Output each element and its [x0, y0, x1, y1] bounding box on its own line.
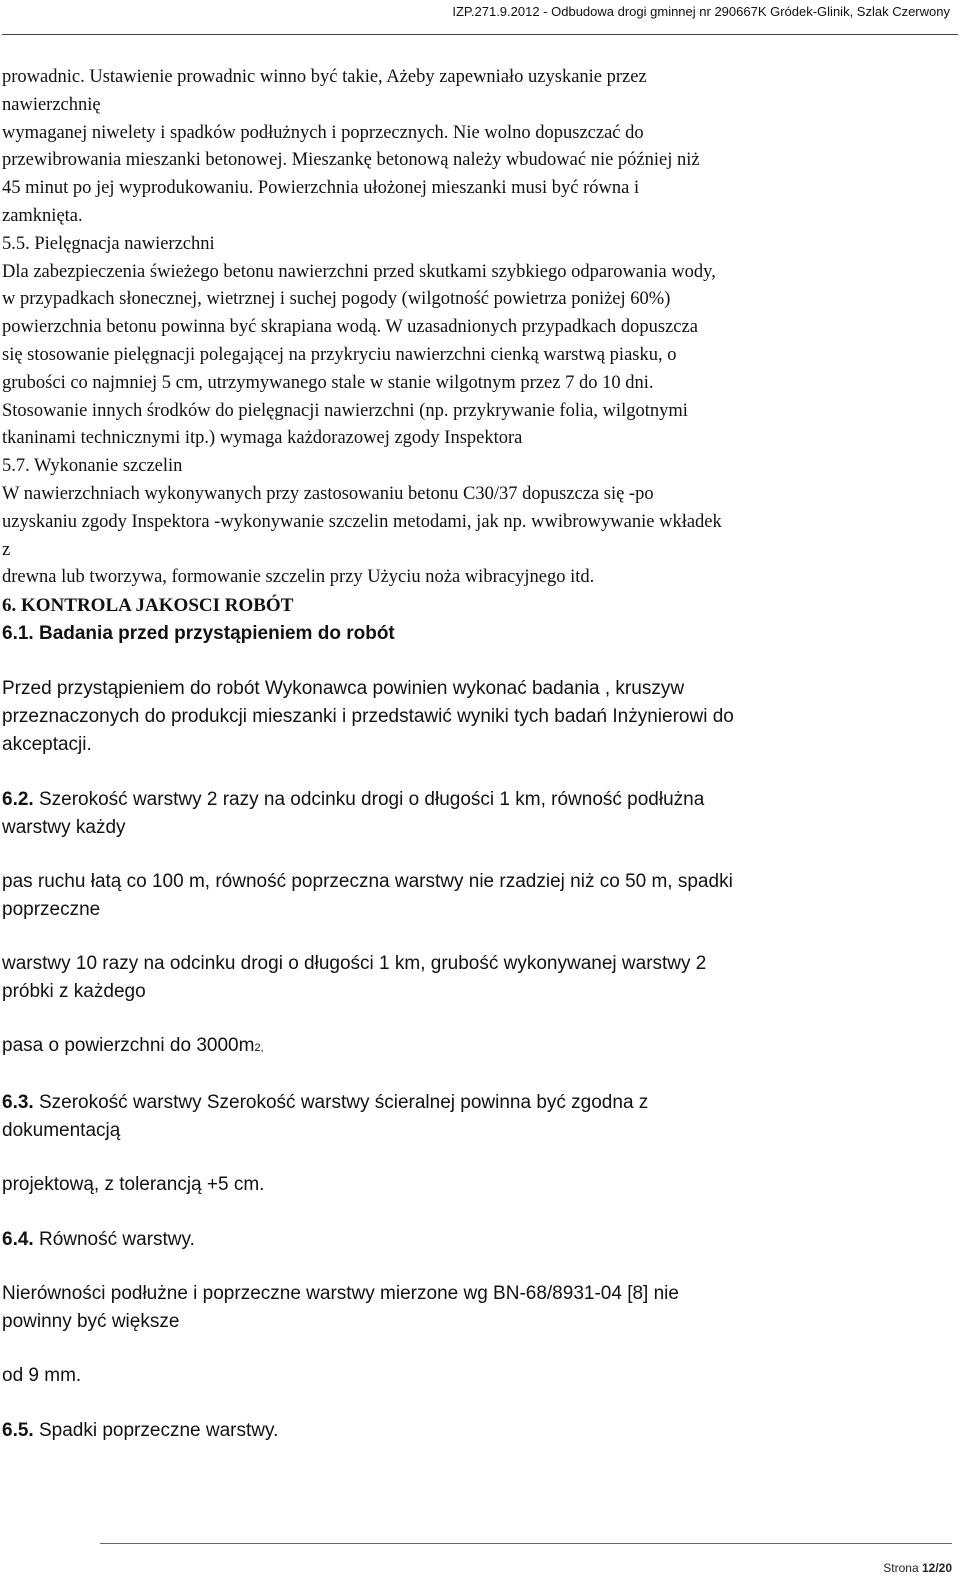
section-6-5 — [2, 1417, 947, 1445]
section-heading: 5.7. Wykonanie szczelin — [2, 456, 183, 477]
section-number: 6.4. — [2, 1229, 34, 1251]
text-line: Dla zabezpieczenia świeżego betonu nawierzchni przed skutkami szybkiego odparowania wody, — [2, 261, 716, 282]
text-line: grubości co najmniej 5 cm, utrzymywanego stale w stanie wilgotnym przez 7 do 10 dni. — [2, 372, 654, 393]
section-5-5 — [2, 231, 947, 453]
text-line: wymaganej niwelety i spadków podłużnych i poprzecznych. Nie wolno dopuszczać do — [2, 122, 644, 143]
text-line: pas ruchu łatą co 100 m, równość poprzeczna warstwy nie rzadziej niż co 50 m, spadki — [2, 871, 733, 893]
text-line: z — [2, 539, 11, 560]
text-line: Przed przystąpieniem do robót Wykonawca powinien wykonać badania , kruszyw — [2, 678, 685, 700]
text-line — [2, 1089, 947, 1117]
text-line: uzyskaniu zgody Inspektora -wykonywanie szczelin metodami, jak np. wwibrowywanie wkładek — [2, 511, 722, 532]
section-text: Szerokość warstwy Szerokość warstwy ścieralnej powinna być zgodna z — [38, 1092, 649, 1114]
text-line: zamknięta. — [2, 205, 83, 226]
section-number: 6.5. — [2, 1420, 34, 1442]
header-divider — [2, 34, 958, 35]
section-title: Spadki poprzeczne warstwy. — [38, 1420, 279, 1442]
area-unit-suffix: 2, — [254, 1042, 264, 1055]
text-line: nawierzchnię — [2, 94, 101, 115]
section-heading — [2, 1417, 947, 1445]
header-title: IZP.271.9.2012 - Odbudowa drogi gminnej nr 290667K Gródek-Glinik, Szlak Czerwony — [452, 4, 950, 19]
text-line: 45 minut po jej wyprodukowaniu. Powierzchnia ułożonej mieszanki musi być równa i — [2, 178, 640, 199]
text-line: tkaninami technicznymi itp.) wymaga każdorazowej zgody Inspektora — [2, 428, 523, 449]
area-text: pasa o powierzchni do 3000m — [2, 1035, 255, 1057]
text-line: poprzeczne — [2, 899, 101, 921]
text-line: próbki z każdego — [2, 981, 146, 1003]
text-line — [2, 786, 947, 814]
section-number: 6.3. — [2, 1092, 34, 1114]
section-5-7 — [2, 453, 947, 592]
text-line: akceptacji. — [2, 734, 92, 756]
text-line: W nawierzchniach wykonywanych przy zastosowaniu betonu C30/37 dopuszcza się -po — [2, 483, 654, 504]
text-line: przewibrowania mieszanki betonowej. Mieszankę betonową należy wbudować nie później niż — [2, 150, 700, 171]
section-heading — [2, 1226, 947, 1254]
section-title: Równość warstwy. — [38, 1229, 195, 1251]
page-number — [883, 1561, 952, 1575]
text-line: się stosowanie pielęgnacji polegającej na przykryciu nawierzchni cienką warstwą piasku, o — [2, 344, 677, 365]
chapter-heading: 6. KONTROLA JAKOSCI ROBÓT — [2, 595, 294, 617]
section-6-1-body — [2, 675, 947, 759]
section-6-4 — [2, 1226, 947, 1390]
section-text: Szerokość warstwy 2 razy na odcinku drogi o długości 1 km, równość podłużna — [38, 789, 705, 811]
page-header — [0, 0, 960, 36]
text-line: od 9 mm. — [2, 1365, 82, 1387]
section-heading: 5.5. Pielęgnacja nawierzchni — [2, 233, 215, 254]
page-count: 12/20 — [921, 1561, 952, 1575]
text-line: w przypadkach słonecznej, wietrznej i suchej pogody (wilgotność powietrza poniżej 60%) — [2, 289, 671, 310]
text-line: powinny być większe — [2, 1311, 180, 1333]
text-line: projektową, z tolerancją +5 cm. — [2, 1174, 265, 1196]
section-heading: 6.1. Badania przed przystąpieniem do robót — [2, 623, 395, 645]
text-line: warstwy 10 razy na odcinku drogi o długości 1 km, grubość wykonywanej warstwy 2 — [2, 953, 707, 975]
document-body — [2, 64, 947, 1445]
text-line: przeznaczonych do produkcji mieszanki i przedstawić wyniki tych badań Inżynierowi do — [2, 706, 734, 728]
text-line: Stosowanie innych środków do pielęgnacji nawierzchni (np. przykrywanie folia, wilgotnymi — [2, 400, 688, 421]
text-line: Nierówności podłużne i poprzeczne warstwy mierzone wg BN-68/8931-04 [8] nie — [2, 1283, 679, 1305]
footer-divider — [100, 1543, 952, 1544]
text-line — [2, 1032, 947, 1062]
intro-paragraph — [2, 64, 947, 231]
text-line: warstwy każdy — [2, 817, 126, 839]
text-line: drewna lub tworzywa, formowanie szczelin przy Użyciu noża wibracyjnego itd. — [2, 567, 595, 588]
text-line: prowadnic. Ustawienie prowadnic winno być takie, Ażeby zapewniało uzyskanie przez — [2, 67, 647, 87]
section-number: 6.2. — [2, 789, 34, 811]
text-line: powierzchnia betonu powinna być skrapiana wodą. W uzasadnionych przypadkach dopuszcza — [2, 317, 698, 338]
section-6-2 — [2, 786, 947, 1062]
page-label: Strona — [883, 1561, 919, 1575]
text-line: dokumentacją — [2, 1120, 121, 1142]
section-6-3 — [2, 1089, 947, 1199]
